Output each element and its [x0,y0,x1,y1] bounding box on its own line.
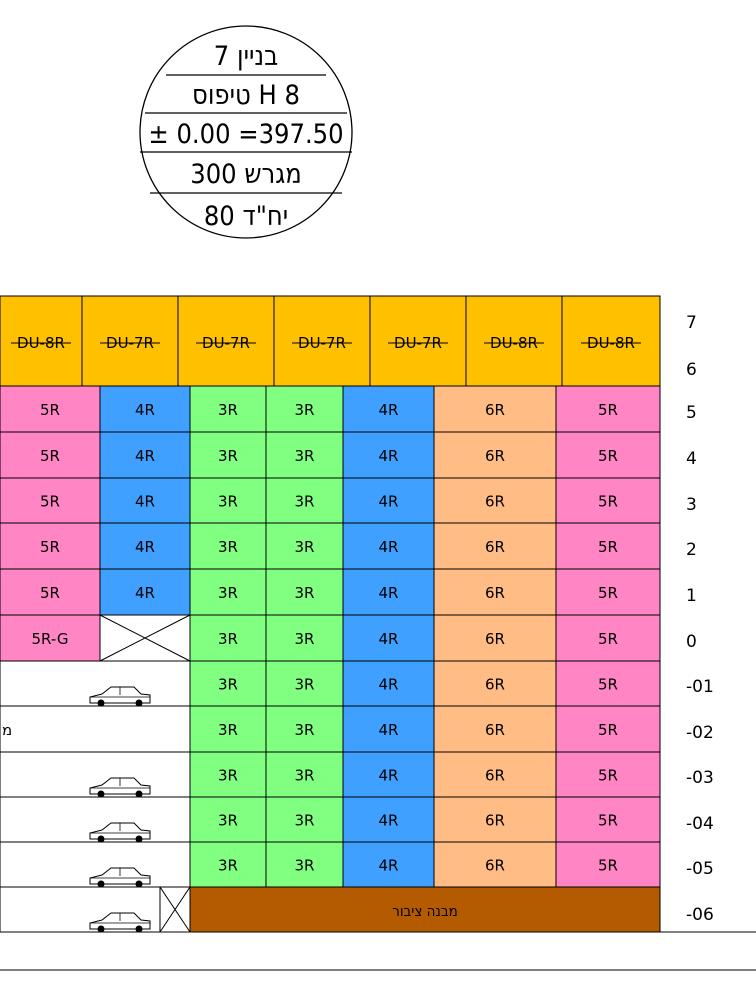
unit-label: 5R [40,584,60,602]
unit-label: 4R [378,675,399,694]
stamp-building-name: בניין 7 [213,41,279,72]
unit-label: 5R [598,811,618,830]
top-unit-label: DU-7R [394,334,442,352]
unit-label: 3R [218,538,238,556]
unit-label: 3R [294,584,315,602]
unit-label: 3R [294,447,315,465]
unit-label: 3R [218,766,238,785]
floor-labels [686,313,714,925]
top-unit-label: DU-8R [490,334,538,352]
unit-label: 3R [294,721,315,739]
unit-label: 3R [294,630,315,648]
unit-label: 5R [40,447,60,465]
unit-label: 3R [294,811,315,830]
unit-label: 3R [218,811,238,830]
unit-label: 3R [218,630,238,648]
unit-label: 6R [485,401,505,419]
public-building-block [190,887,660,932]
unit-label: 6R [485,447,505,465]
floor-label: 6 [686,360,697,380]
unit-label: 5R [598,538,618,556]
unit-label: 6R [485,675,505,694]
unit-label: 3R [294,766,315,785]
floor-label: -05 [686,859,714,879]
unit-label: 3R [294,675,315,694]
unit-label: 4R [135,447,155,465]
top-unit-label: DU-8R [17,334,65,352]
unit-label: 4R [135,538,155,556]
unit-label: 4R [378,401,399,419]
floor-label: 5 [686,403,697,423]
unit-label: 3R [218,675,238,694]
unit-label: 3R [218,447,238,465]
unit-label: 6R [485,766,505,785]
unit-label: 3R [218,856,238,875]
stamp-units: 80 יח"ד [203,201,289,232]
unit-label: 5R [598,447,618,465]
parking-level-label: מ [2,721,13,739]
unit-label: 4R [378,721,399,739]
top-unit-label: DU-7R [202,334,250,352]
unit-label: 3R [218,492,238,511]
apartment-grid [0,386,660,933]
floor-label: -04 [686,814,714,834]
floor-label: 2 [686,540,697,560]
unit-label: 3R [218,401,238,419]
unit-label: 4R [378,766,399,785]
unit-label: 5R [40,401,60,419]
top-duplex-band [0,296,660,386]
parking-level [0,706,190,752]
unit-label: 5R [598,401,618,419]
unit-label: 4R [378,584,399,602]
unit-label: 6R [485,630,505,648]
stamp-plot: מגרש 300 [190,159,302,190]
unit-label: 3R [294,401,315,419]
unit-label: 6R [485,538,505,556]
unit-label: 5R [598,584,618,602]
top-unit-label: DU-8R [587,334,635,352]
unit-label: 5R [40,492,60,511]
unit-label: 6R [485,856,505,875]
unit-label: 3R [294,538,315,556]
unit-label: 4R [378,856,399,875]
unit-label: 4R [378,538,399,556]
unit-label: 4R [378,811,399,830]
floor-label: -06 [686,905,714,925]
building-info-stamp [140,26,352,238]
top-unit-label: DU-7R [298,334,346,352]
floor-label: -01 [686,677,714,697]
unit-label: 6R [485,811,505,830]
floor-label: -02 [686,723,714,743]
unit-label: 4R [135,584,155,602]
stamp-type: טיפוס H 8 [192,80,300,111]
unit-label: 5R [598,766,618,785]
unit-label: 5R [598,721,618,739]
unit-label: 3R [294,492,315,511]
unit-label: 4R [135,401,155,419]
floor-label: 7 [686,313,697,333]
floor-label: 3 [686,495,697,515]
unit-label: 3R [218,721,238,739]
unit-label: 3R [294,856,315,875]
unit-label: 5R [598,630,618,648]
top-unit-label: DU-7R [106,334,154,352]
unit-label: 6R [485,721,505,739]
floor-label: -03 [686,768,714,788]
unit-label: 5R [598,675,618,694]
unit-label: 4R [378,447,399,465]
unit-label: 4R [135,492,155,511]
unit-label: 5R-G [31,630,69,648]
unit-label: 6R [485,492,505,511]
unit-label: 4R [378,630,399,648]
unit-label: 5R [598,856,618,875]
floor-label: 0 [686,632,697,652]
public-building-label: מבנה ציבור [392,902,458,920]
unit-label: 6R [485,584,505,602]
floor-label: 4 [686,449,697,469]
floor-label: 1 [686,586,697,606]
unit-label: 5R [40,538,60,556]
unit-label: 5R [598,492,618,511]
unit-label: 4R [378,492,399,511]
stamp-elevation: ± 0.00 =397.50 [148,119,344,150]
unit-label: 3R [218,584,238,602]
